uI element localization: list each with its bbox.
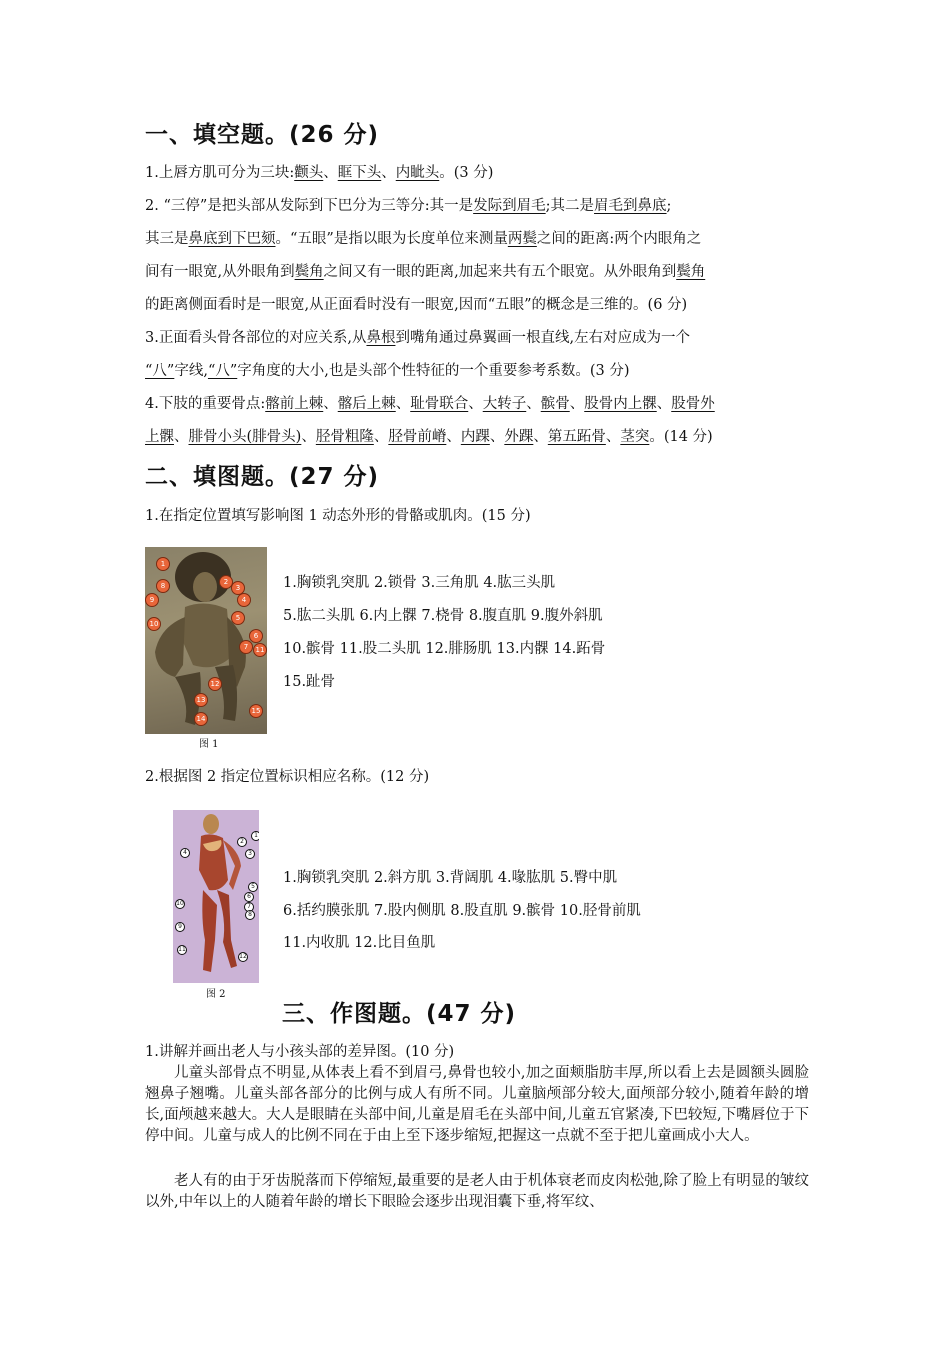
marker-5: 5 — [248, 882, 258, 892]
q3-1-paragraph-1: 儿童头部骨点不明显,从体表上看不到眉弓,鼻骨也较小,加之面颊脂肪丰厚,所以看上去是圆额头圆脸翘鼻子翘嘴。儿童头部各部分的比例与成人有所不同。儿童脑颅部分较大,面颅部分较小,随着年龄的增长,面颅越来越大。大人是眼睛在头部中间,儿童是眉毛在头部中间,儿童五官紧凑,下巴较短,下嘴唇位于下停中间。儿童与成人的比例不同在于由上至下逐步缩短,把握这一点就不至于把儿童画成小大人。 — [145, 1065, 809, 1144]
figure-1-answer-4: 15.趾骨 — [283, 674, 336, 690]
q1-2-line3: 间有一眼宽,从外眼角到鬓角之间又有一眼的距离,加起来共有五个眼宽。从外眼角到鬓角 — [145, 264, 706, 280]
q3-1-text: 1.讲解并画出老人与小孩头部的差异图。(10 分) — [145, 1044, 455, 1060]
marker-15: 15 — [249, 704, 263, 718]
marker-11: 11 — [253, 643, 267, 657]
q1-2-line2: 其三是鼻底到下巴颏。“五眼”是指以眼为长度单位来测量两鬓之间的距离:两个内眼角之 — [145, 231, 702, 247]
q1-3-line1: 3.正面看头骨各部位的对应关系,从鼻根到嘴角通过鼻翼画一根直线,左右对应成为一个 — [145, 330, 691, 346]
figure-2-image — [173, 810, 259, 983]
marker-6: 6 — [244, 892, 254, 902]
marker-9: 9 — [175, 922, 185, 932]
figure-1-answer-2: 5.肱二头肌 6.内上髁 7.桡骨 8.腹直肌 9.腹外斜肌 — [283, 608, 603, 624]
marker-7: 7 — [244, 902, 254, 912]
figure-1-answer-3: 10.髌骨 11.股二头肌 12.腓肠肌 13.内髁 14.跖骨 — [283, 641, 606, 657]
marker-14: 14 — [194, 712, 208, 726]
marker-3: 3 — [231, 581, 245, 595]
q1-4-line1: 4.下肢的重要骨点:髂前上棘、髂后上棘、耻骨联合、大转子、髌骨、股骨内上髁、股骨外 — [145, 396, 715, 412]
marker-8: 8 — [245, 910, 255, 920]
marker-12: 12 — [208, 677, 222, 691]
marker-2: 2 — [237, 837, 247, 847]
marker-6: 6 — [249, 629, 263, 643]
q1-3-line2: “八”字线,“八”字角度的大小,也是头部个性特征的一个重要参考系数。(3 分) — [145, 363, 630, 379]
q3-1-paragraph-2: 老人有的由于牙齿脱落而下停缩短,最重要的是老人由于机体衰老而皮肉松弛,除了脸上有明显的皱纹以外,中年以上的人随着年龄的增长下眼睑会逐步出现泪囊下垂,将军纹、 — [145, 1173, 809, 1210]
marker-2: 2 — [219, 575, 233, 589]
marker-10: 10 — [176, 900, 184, 907]
marker-8: 8 — [156, 579, 170, 593]
figure-2-answer-3: 11.内收肌 12.比目鱼肌 — [283, 935, 436, 951]
q1-4-line2: 上髁、腓骨小头(腓骨头)、胫骨粗隆、胫骨前嵴、内踝、外踝、第五跖骨、茎突。(14 分) — [145, 429, 713, 445]
marker-11: 11 — [178, 946, 186, 953]
q1-2-line1: 2. “三停”是把头部从发际到下巴分为三等分:其一是发际到眉毛;其二是眉毛到鼻底; — [145, 198, 672, 214]
marker-7: 7 — [239, 640, 253, 654]
q1-1: 1.上唇方肌可分为三块:颧头、眶下头、内眦头。(3 分) — [145, 165, 494, 181]
marker-5: 5 — [231, 611, 245, 625]
q2-2-text: 2.根据图 2 指定位置标识相应名称。(12 分) — [145, 769, 430, 785]
q1-2-line4: 的距离侧面看时是一眼宽,从正面看时没有一眼宽,因而“五眼”的概念是三维的。(6 分) — [145, 297, 688, 313]
marker-4: 4 — [180, 848, 190, 858]
marker-13: 13 — [194, 693, 208, 707]
figure-1-caption: 图 1 — [199, 739, 219, 750]
marker-1: 1 — [156, 557, 170, 571]
section-3-title: 三、作图题。(47 分) — [282, 1001, 517, 1027]
marker-12: 12 — [239, 953, 247, 960]
q2-1-text: 1.在指定位置填写影响图 1 动态外形的骨骼或肌肉。(15 分) — [145, 508, 531, 524]
marker-3: 3 — [245, 849, 255, 859]
section-2-title: 二、填图题。(27 分) — [145, 464, 380, 490]
marker-9: 9 — [145, 593, 159, 607]
marker-1: 1 — [251, 831, 259, 841]
marker-10: 10 — [147, 617, 161, 631]
section-1-title: 一、填空题。(26 分) — [145, 122, 380, 148]
figure-2-caption: 图 2 — [206, 989, 226, 1000]
figure-2-answer-1: 1.胸锁乳突肌 2.斜方肌 3.背阔肌 4.喙肱肌 5.臀中肌 — [283, 870, 618, 886]
figure-1-answer-1: 1.胸锁乳突肌 2.锁骨 3.三角肌 4.肱三头肌 — [283, 575, 556, 591]
marker-4: 4 — [237, 593, 251, 607]
figure-2-answer-2: 6.括约膜张肌 7.股内侧肌 8.股直肌 9.髌骨 10.胫骨前肌 — [283, 903, 641, 919]
figure-1-image — [145, 547, 267, 734]
